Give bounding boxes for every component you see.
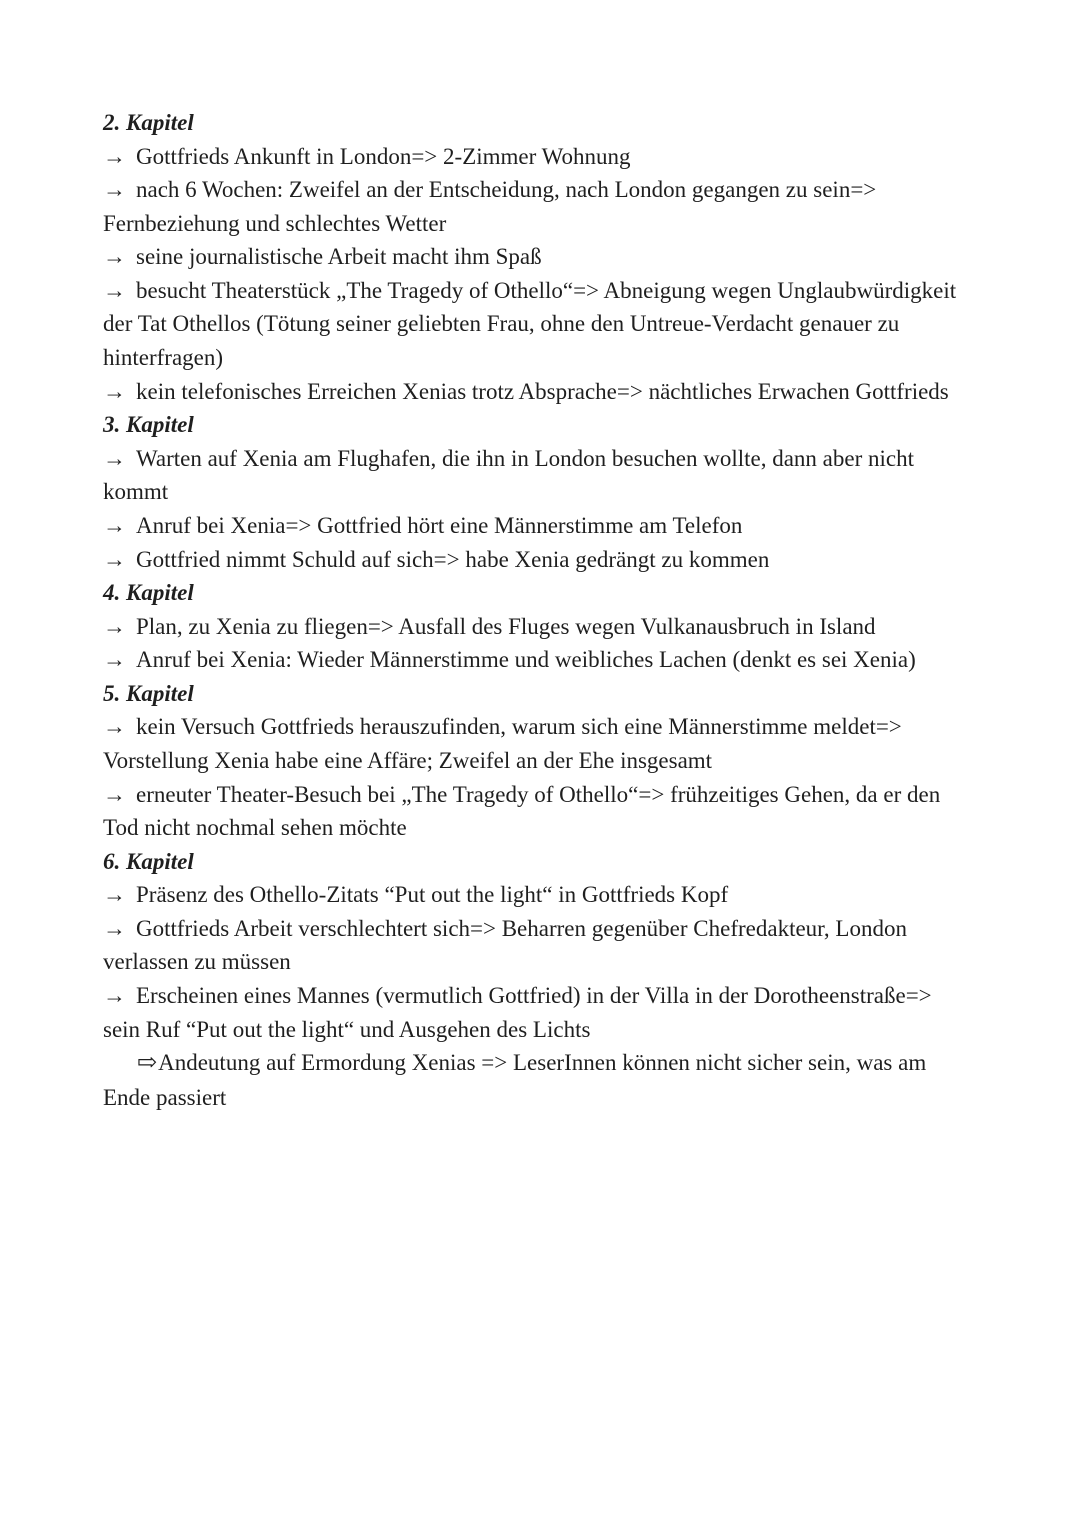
arrow-right-icon: → — [103, 983, 126, 1009]
chapter-heading: 6. Kapitel — [103, 848, 194, 874]
note-text: Anruf bei Xenia: Wieder Männerstimme und weibliches Lachen (denkt es sei Xenia) — [136, 647, 916, 673]
note-line — [103, 710, 970, 777]
note-text: kein Versuch Gottfrieds herauszufinden, warum sich eine Männerstimme meldet=> Vorstellung Xenia habe eine Affäre; Zweifel an der Ehe insgesamt — [103, 714, 902, 773]
note-text: Gottfried nimmt Schuld auf sich=> habe Xenia gedrängt zu kommen — [136, 546, 770, 572]
note-text: erneuter Theater-Besuch bei „The Tragedy of Othello“=> frühzeitiges Gehen, da er den Tod nicht nochmal sehen möchte — [103, 781, 941, 841]
chapter-section — [103, 106, 970, 408]
arrow-right-icon: → — [103, 647, 126, 673]
note-line — [103, 979, 970, 1046]
note-line — [103, 643, 970, 677]
note-line — [103, 375, 970, 409]
note-text: Gottfrieds Ankunft in London=> 2-Zimmer Wohnung — [136, 143, 631, 169]
note-line — [103, 240, 970, 274]
note-line — [103, 173, 970, 240]
note-text: Plan, zu Xenia zu fliegen=> Ausfall des Fluges wegen Vulkanausbruch in Island — [136, 613, 876, 639]
note-line — [103, 442, 970, 509]
chapter-section — [103, 677, 970, 845]
arrow-right-icon: → — [103, 915, 126, 941]
chapter-heading: 4. Kapitel — [103, 580, 194, 606]
note-text: Präsenz des Othello-Zitats “Put out the light“ in Gottfrieds Kopf — [136, 882, 729, 908]
chapter-section — [103, 576, 970, 677]
arrow-right-icon: → — [103, 277, 126, 303]
arrow-right-icon: → — [103, 546, 126, 572]
note-line — [103, 912, 970, 979]
arrow-right-icon: → — [103, 378, 126, 404]
chapter-heading: 3. Kapitel — [103, 412, 194, 438]
note-line-implication — [103, 1046, 970, 1115]
note-text: seine journalistische Arbeit macht ihm Spaß — [136, 244, 542, 270]
arrow-right-icon: → — [103, 714, 126, 740]
note-line — [103, 778, 970, 845]
chapter-heading: 2. Kapitel — [103, 110, 194, 135]
note-line — [103, 140, 970, 174]
note-text: nach 6 Wochen: Zweifel an der Entscheidung, nach London gegangen zu sein=> Fernbeziehung und schlechtes Wetter — [103, 177, 877, 236]
note-line — [103, 543, 970, 577]
arrow-right-icon: → — [103, 177, 126, 203]
chapter-section — [103, 408, 970, 576]
note-line — [103, 274, 970, 375]
note-text: kein telefonisches Erreichen Xenias trotz Absprache=> nächtliches Erwachen Gottfrieds — [136, 378, 949, 404]
note-text: Gottfrieds Arbeit verschlechtert sich=> Beharren gegenüber Chefredakteur, London verlassen zu müssen — [103, 915, 907, 975]
arrow-right-icon: → — [103, 244, 126, 270]
note-text: Warten auf Xenia am Flughafen, die ihn in London besuchen wollte, dann aber nicht kommt — [103, 445, 914, 505]
arrow-right-icon: → — [103, 613, 126, 639]
note-text: Andeutung auf Ermordung Xenias => LeserInnen können nicht sicher sein, was am Ende passiert — [103, 1050, 927, 1111]
arrow-right-icon: → — [103, 512, 126, 538]
note-text: Erscheinen eines Mannes (vermutlich Gottfried) in der Villa in der Dorotheenstraße=> sein Ruf “Put out the light“ und Ausgehen des Lichts — [103, 983, 932, 1042]
chapter-heading: 5. Kapitel — [103, 680, 194, 706]
note-line — [103, 878, 970, 912]
chapter-section — [103, 845, 970, 1115]
note-line — [103, 509, 970, 543]
arrow-white-right-icon: ⇨ — [137, 1050, 158, 1077]
note-text: besucht Theaterstück „The Tragedy of Othello“=> Abneigung wegen Unglaubwürdigkeit der Tat Othellos (Tötung seiner geliebten Frau, ohne den Untreue-Verdacht genauer zu hinterfragen) — [103, 277, 957, 371]
arrow-right-icon: → — [103, 882, 126, 908]
arrow-right-icon: → — [103, 143, 126, 169]
note-text: Anruf bei Xenia=> Gottfried hört eine Männerstimme am Telefon — [136, 512, 743, 538]
arrow-right-icon: → — [103, 781, 126, 807]
note-line — [103, 610, 970, 644]
arrow-right-icon: → — [103, 445, 126, 471]
